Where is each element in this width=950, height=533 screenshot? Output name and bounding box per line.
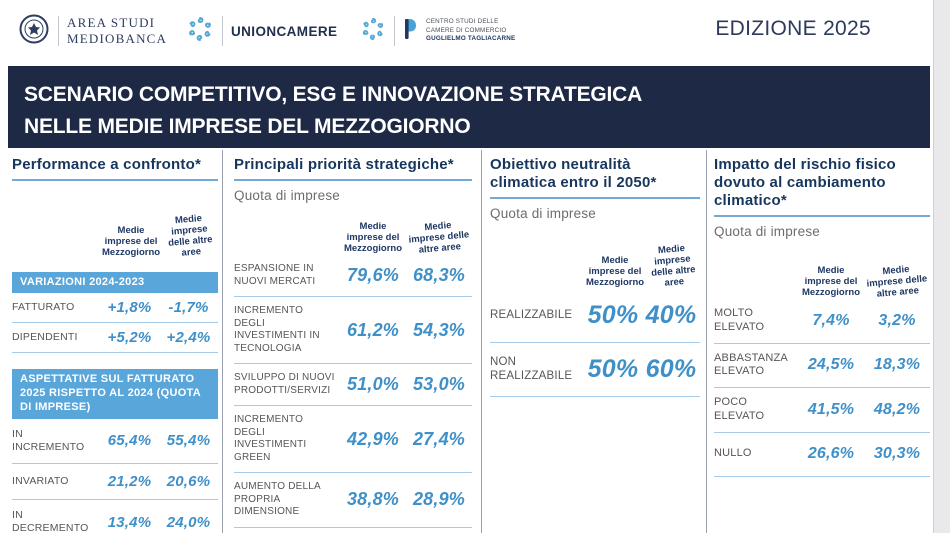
title-line2: NELLE MEDIE IMPRESE DEL MEZZOGIORNO [24,114,471,138]
table-header-row [714,263,930,299]
tagliacarne-line3: GUGLIELMO TAGLIACARNE [426,35,516,43]
logo-divider [394,16,395,46]
panel-performance [12,156,218,533]
table-header-row [234,219,472,255]
panel-title: Obiettivo neutralità climatica entro il 2050* [490,156,657,191]
header-altre-aree: Medie imprese delle altre aree [866,264,928,300]
column-divider [481,150,482,533]
header-altre-aree: Medie imprese delle altre aree [650,242,696,289]
title-underline [234,179,472,181]
table-row: INCREMENTO DEGLI INVESTIMENTI GREEN 42,9% 27,4% [234,406,472,473]
table-header-row [490,242,700,289]
panel-title: Performance a confronto* [12,156,202,173]
mediobanca-line1: AREA STUDI [67,14,156,30]
tagliacarne-rosette-icon [360,16,386,47]
table-row: MOLTO ELEVATO 7,4% 3,2% [714,299,930,344]
unioncamere-wordmark: UNIONCAMERE [231,23,338,39]
section-banner-variazioni: VARIAZIONI 2024-2023 [12,272,218,294]
title-banner [8,66,930,148]
tagliacarne-wordmark [426,18,515,44]
mediobanca-emblem-icon [18,13,50,50]
table-row: IN INCREMENTO 65,4% 55,4% [12,419,218,464]
table-row: ABBASTANZA ELEVATO 24,5% 18,3% [714,344,930,389]
logo-tagliacarne [360,0,515,62]
panel-title: Impatto del rischio fisico dovuto al cambiamento climatico* [714,156,896,209]
table-row: NON REALIZZABILE 50% 60% [490,343,700,397]
panel-title: Principali priorità strategiche* [234,156,454,173]
header-altre-aree: Medie imprese delle altre aree [408,220,470,256]
table-row: AUMENTO DELLA PROPRIA DIMENSIONE 38,8% 28,9% [234,473,472,528]
table-row: INVARIATO 21,2% 20,6% [12,464,218,500]
table-header-row [12,212,218,259]
logo-mediobanca [18,0,167,62]
title-underline [714,215,930,217]
table-row: SVILUPPO DI NUOVI PRODOTTI/SERVIZI 51,0% 53,0% [234,364,472,406]
header-mezzogiorno: Medie imprese del Mezzogiorno [343,221,403,255]
header-mezzogiorno: Medie imprese del Mezzogiorno [586,254,645,288]
header-bar [0,0,933,62]
header-altre-aree: Medie imprese delle altre aree [167,212,213,259]
logo-unioncamere [186,0,337,62]
table-row: POCO ELEVATO 41,5% 48,2% [714,388,930,433]
panel-priorita-strategiche [234,156,472,528]
tagliacarne-flag-icon [403,17,418,46]
header-mezzogiorno: Medie imprese del Mezzogiorno [801,265,861,299]
table-row: REALIZZABILE 50% 40% [490,289,700,343]
panel-neutralita-climatica [490,156,700,397]
logo-divider [222,16,223,46]
title-underline [490,197,700,199]
title-line1: SCENARIO COMPETITIVO, ESG E INNOVAZIONE STRATEGICA [24,83,643,106]
column-divider [222,150,223,533]
header-mezzogiorno: Medie imprese del Mezzogiorno [102,224,161,258]
mediobanca-wordmark [67,15,167,48]
table-row: IN DECREMENTO 13,4% 24,0% [12,500,218,533]
tagliacarne-line1: CENTRO STUDI DELLE [426,18,499,26]
table-row: INCREMENTO DEGLI INVESTIMENTI IN TECNOLOGIA 61,2% 54,3% [234,297,472,364]
unioncamere-rosette-icon [186,15,214,48]
table-row: DIPENDENTI +5,2% +2,4% [12,323,218,353]
panel-subtitle: Quota di imprese [714,224,820,239]
table-row: NULLO 26,6% 30,3% [714,433,930,477]
tagliacarne-line2: CAMERE DI COMMERCIO [426,26,507,34]
panel-subtitle: Quota di imprese [490,206,596,221]
section-banner-aspettative: ASPETTATIVE SUL FATTURATO 2025 RISPETTO AL 2024 (QUOTA DI IMPRESE) [12,369,218,418]
panel-subtitle: Quota di imprese [234,188,340,203]
title-underline [12,179,218,181]
table-row: FATTURATO +1,8% -1,7% [12,293,218,323]
column-divider [706,150,707,533]
logo-divider [58,16,59,46]
table-row: ESPANSIONE IN NUOVI MERCATI 79,6% 68,3% [234,255,472,297]
panel-rischio-fisico [714,156,930,477]
edition-label: EDIZIONE 2025 [715,17,871,40]
page-edge-strip [933,0,950,533]
mediobanca-line2: MEDIOBANCA [67,31,168,46]
